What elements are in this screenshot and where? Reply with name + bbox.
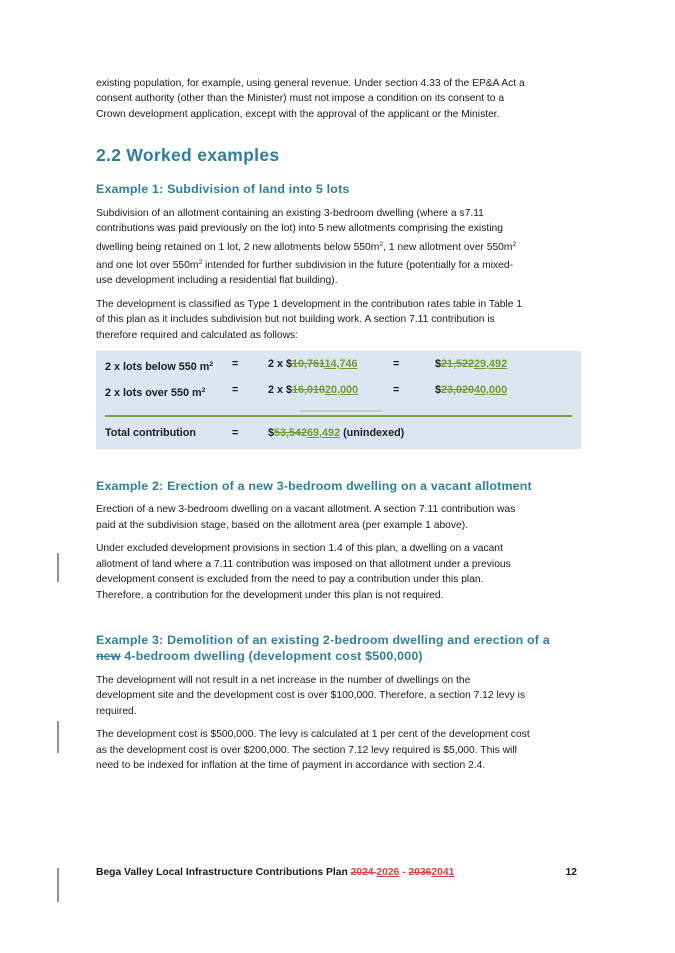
result-value: $21,52229,492 (435, 357, 508, 370)
table-row (105, 383, 572, 401)
total-label: Total contribution (105, 426, 196, 439)
total-row (105, 426, 572, 441)
tracked-change-bar (57, 553, 59, 582)
table-row (105, 357, 572, 375)
footer-title: Bega Valley Local Infrastructure Contributions Plan (96, 867, 351, 878)
footer-dates: 2024 2026 - 20362041 (350, 867, 455, 878)
calc-expression: 2 x $10,76114,746 (268, 357, 358, 370)
equals-sign: = (232, 357, 239, 370)
example-3-heading: Example 3: Demolition of an existing 2-bedroom dwelling and erection of a new 4-bedroom dwelling (development cost $500,000) (96, 632, 550, 664)
example-1-paragraph-1: Subdivision of an allotment containing an existing 3-bedroom dwelling (where a s7.11 contributions was paid previously on the lot) into 5 new allotments comprising the existing dwelling being retained on 1 lot, 2 new allotments below $550m^2$, 1 new allotment over $550m^2$ and one lot over $550m^2$ intended for further subdivision in the future (potentially for a mixed- use development including a residential flat building). (96, 207, 517, 287)
equals-sign: = (393, 357, 400, 370)
calc-expression: 2 x $16,01020,000 (268, 383, 359, 396)
result-value: $23,02040,000 (435, 383, 508, 396)
footer-text (96, 866, 454, 880)
example-3-paragraph-1: The development will not result in a net increase in the number of dwellings on the development site and the development cost is over $100,000. Therefore, a section 7.12 levy is required. (96, 674, 526, 717)
sum-divider-gray (300, 410, 382, 412)
example-1-paragraph-2: The development is classified as Type 1 development in the contribution rates table in Table 1 of this plan as it includes subdivision but not building work. A section 7.11 contribution is therefore required and calculated as follows: (96, 298, 523, 341)
page-content (96, 76, 596, 781)
example-3-paragraph-2: The development cost is $500,000. The levy is calculated at 1 per cent of the development cost as the development cost is over $200,000. The section 7.12 levy required is $5,000. This will need to be indexed for inflation at the time of payment in accordance with section 2.4. (96, 729, 530, 771)
equals-sign: = (232, 383, 239, 396)
tracked-change-bar (57, 721, 59, 753)
equals-sign: = (393, 383, 400, 396)
page-footer (96, 866, 577, 880)
example-2-heading: Example 2: Erection of a new 3-bedroom dwelling on a vacant allotment (96, 478, 532, 493)
intro-paragraph: existing population, for example, using general revenue. Under section 4.33 of the EP&A Act a consent authority (other than the Minister) must not impose a condition on its consent to a Crown development application, except with the approval of the applicant or the Minister. (96, 78, 525, 120)
sum-divider-green (105, 415, 572, 417)
example-2-paragraph-1: Erection of a new 3-bedroom dwelling on a vacant allotment. A section 7.11 contribution was paid at the subdivision stage, based on the allotment area (per example 1 above). (96, 504, 516, 531)
contribution-calculation-table (96, 351, 581, 449)
row-label: 2 x lots below 550 $m^2$ (105, 360, 214, 373)
equals-sign: = (232, 426, 239, 439)
example-1-heading: Example 1: Subdivision of land into 5 lots (96, 182, 350, 197)
tracked-change-bar (57, 868, 59, 902)
row-label: 2 x lots over 550 $m^2$ (105, 386, 206, 399)
page-number: 12 (565, 867, 577, 878)
section-heading: 2.2 Worked examples (96, 145, 280, 166)
example-2-paragraph-2: Under excluded development provisions in section 1.4 of this plan, a dwelling on a vacant allotment of land where a 7.11 contribution was imposed on that allotment under a previous development consent is excluded from the need to pay a contribution under this plan. Therefore, a contribution for the development under this plan is not required. (96, 543, 511, 601)
total-value: $53,54269,492 (unindexed) (268, 426, 405, 439)
